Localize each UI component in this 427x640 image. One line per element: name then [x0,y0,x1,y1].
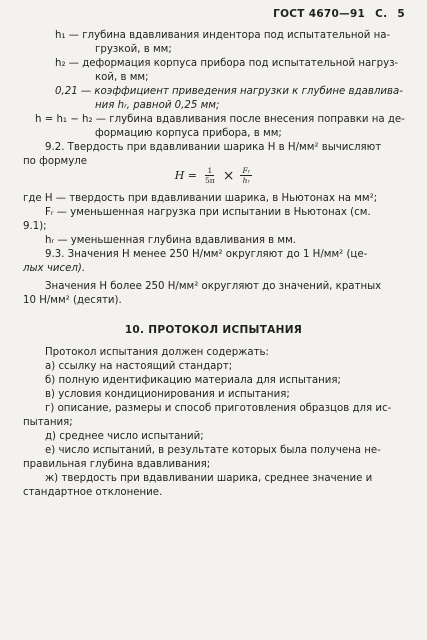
where-line2: Fᵣ — уменьшенная нагрузка при испытании в Ньютонах (см. [45,207,371,218]
protocol-item-g-line1: г) описание, размеры и способ приготовления образцов для ис- [45,403,392,414]
protocol-item-zh-line2: стандартное отклонение. [23,487,163,498]
protocol-item-d: д) среднее число испытаний; [45,431,204,442]
formula-lhs: H = [174,169,198,182]
protocol-intro: Протокол испытания должен содержать: [45,347,269,358]
p92-line2: по формуле [23,156,88,167]
protocol-item-b: б) полную идентификацию материала для испытания; [45,375,341,386]
protocol-item-e-line1: е) число испытаний, в результате которых была получена не- [45,445,381,456]
p93-line2: лых чисел). [23,263,86,274]
protocol-item-a: а) ссылку на настоящий стандарт; [45,361,233,372]
where-line4: hᵣ — уменьшенная глубина вдавливания в мм. [45,235,297,246]
where-line1: где H — твердость при вдавливании шарика, в Ньютонах на мм²; [23,193,378,204]
fraction-constant [203,166,217,185]
def-h2-line2: кой, в мм; [95,72,149,83]
protocol-item-v: в) условия кондиционирования и испытания; [45,389,290,400]
page-header [273,8,405,20]
def-h1-line2: грузкой, в мм; [95,44,172,55]
def-coef-line2: ния hᵣ, равной 0,25 мм; [95,100,220,111]
standard-number: ГОСТ 4670—91 [273,8,366,20]
fraction-depth-denominator: hᵣ [242,176,251,185]
where-line3: 9.1); [23,221,47,232]
p93-line1: 9.3. Значения H менее 250 Н/мм² округляют до 1 Н/мм² (це- [45,249,368,260]
page-label: С. [375,8,388,20]
fraction-load-depth [240,166,252,185]
def-coef-line1: 0,21 — коэффициент приведения нагрузки к глубине вдавлива- [55,86,403,97]
def-h-line1: h = h₁ − h₂ — глубина вдавливания после внесения поправки на де- [35,114,405,125]
fraction-constant-numerator: 1 [207,166,213,175]
hardness-formula [0,166,427,185]
fraction-load-numerator: Fᵣ [242,166,251,175]
def-h2-line1: h₂ — деформация корпуса прибора под испытательной нагруз- [55,58,399,69]
def-h-line2: формацию корпуса прибора, в мм; [95,128,282,139]
p93-line4: 10 Н/мм² (десяти). [23,295,122,306]
protocol-item-e-line2: правильная глубина вдавливания; [23,459,211,470]
p92-line1: 9.2. Твердость при вдавливании шарика H в Н/мм² вычисляют [45,142,382,153]
multiply-sign: × [222,167,235,184]
page-number: 5 [397,8,405,20]
p93-line3: Значения H более 250 Н/мм² округляют до значений, кратных [45,281,382,292]
protocol-item-zh-line1: ж) твердость при вдавливании шарика, среднее значение и [45,473,373,484]
def-h1-line1: h₁ — глубина вдавливания индентора под испытательной на- [55,30,391,41]
fraction-constant-denominator: 5π [205,176,215,185]
section-title: 10. ПРОТОКОЛ ИСПЫТАНИЯ [124,324,303,336]
protocol-item-g-line2: пытания; [23,417,73,428]
